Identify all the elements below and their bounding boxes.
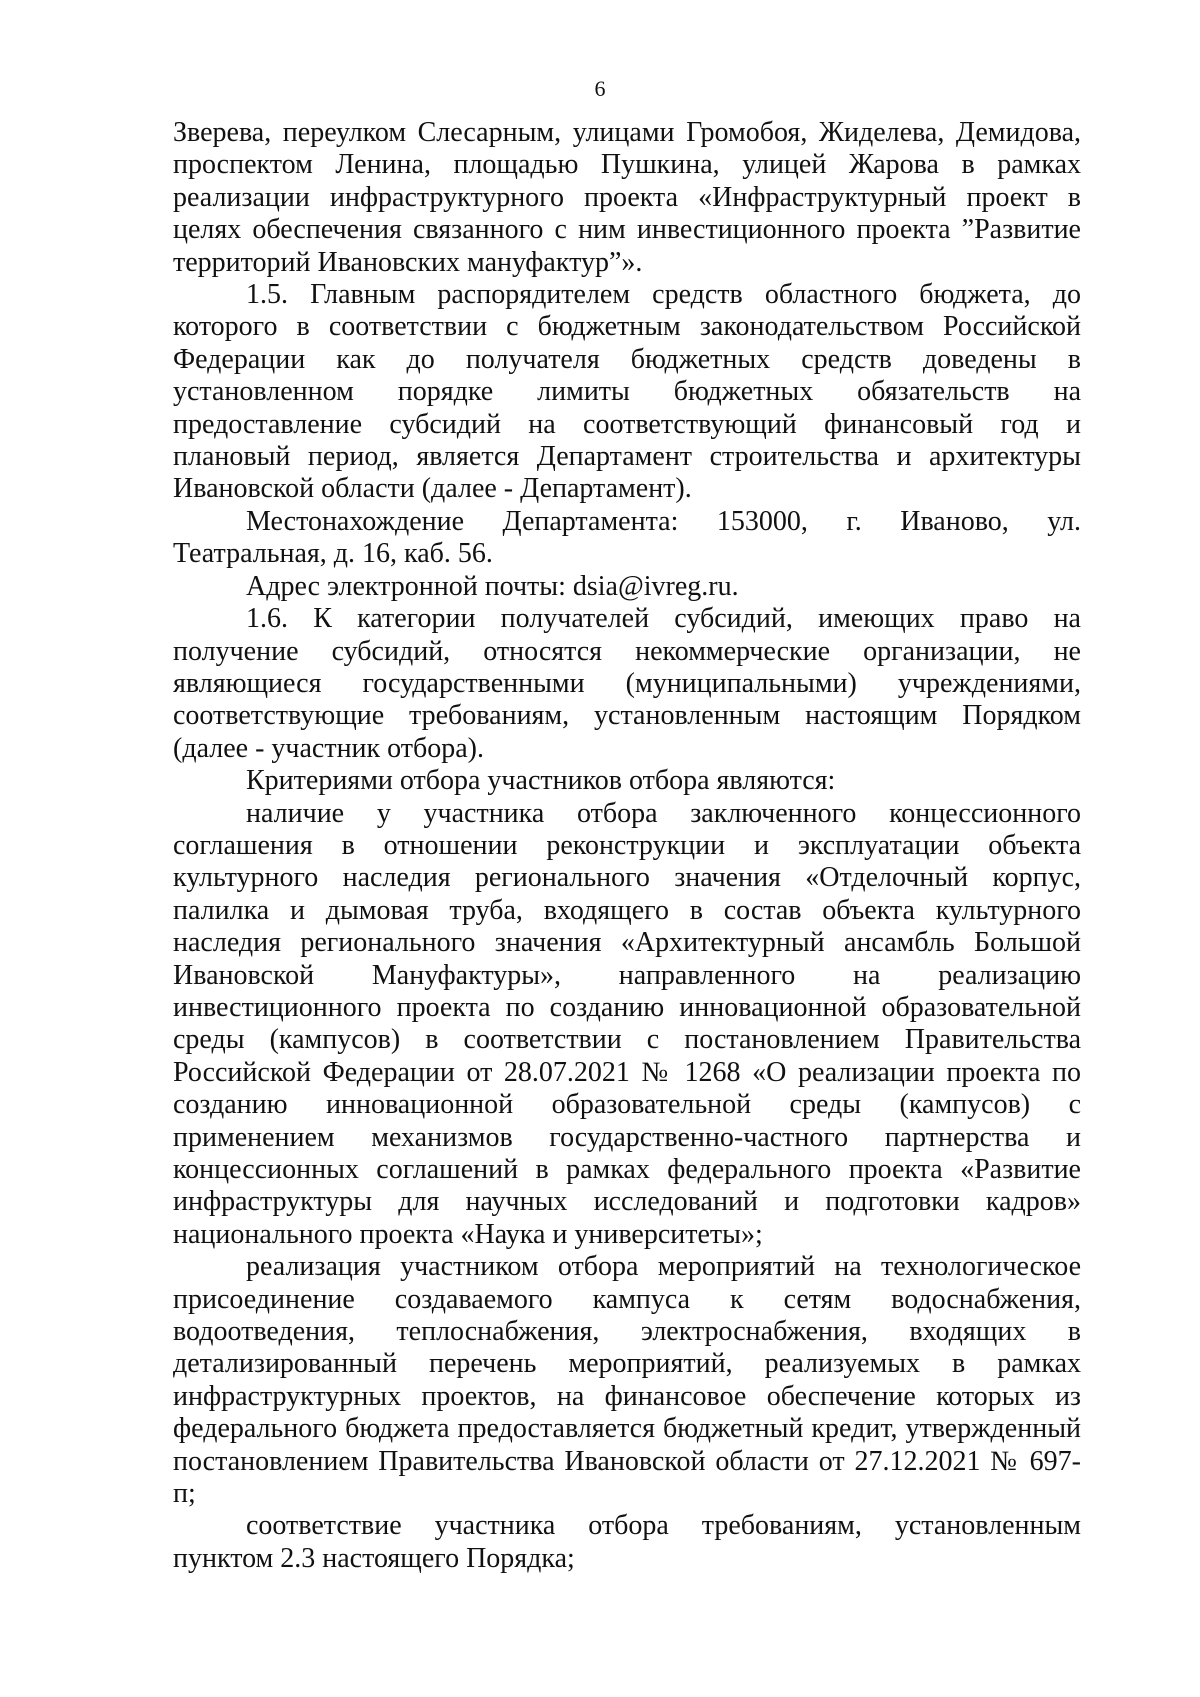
paragraph-1-5: 1.5. Главным распорядителем средств областного бюджета, до которого в соответствии с бюджетным законодательством Российской Федерации как до получателя бюджетных средств доведены в установленном порядке лимиты бюджетных обязательств на предоставление субсидий на соответствующий финансовый год и плановый период, является Департамент строительства и архитектуры Ивановской области (далее - Департамент). [173, 279, 1081, 505]
paragraph-1-6: 1.6. К категории получателей субсидий, имеющих право на получение субсидий, относятся некоммерческие организации, не являющиеся государственными (муниципальными) учреждениями, соответствующие требованиям, установленным настоящим Порядком (далее - участник отбора). [173, 603, 1081, 764]
paragraph-criterion-compliance: соответствие участника отбора требованиям, установленным пунктом 2.3 настоящего Порядка; [173, 1510, 1081, 1574]
paragraph-continuation: Зверева, переулком Слесарным, улицами Громобоя, Жиделева, Демидова, проспектом Ленина, площадью Пушкина, улицей Жарова в рамках реализации инфраструктурного проекта «Инфраструктурный проект в целях обеспечения связанного с ним инвестиционного проекта ”Развитие территорий Ивановских мануфактур”». [173, 117, 1081, 278]
document-body [173, 117, 1081, 1575]
paragraph-department-location: Местонахождение Департамента: 153000, г. Иваново, ул. Театральная, д. 16, каб. 56. [173, 505, 1081, 570]
paragraph-criterion-connection: реализация участником отбора мероприятий на технологическое присоединение создаваемого кампуса к сетям водоснабжения, водоотведения, теплоснабжения, электроснабжения, входящих в детализированный перечень мероприятий, реализуемых в рамках инфраструктурных проектов, на финансовое обеспечение которых из федерального бюджета предоставляется бюджетный кредит, утвержденный постановлением Правительства Ивановской области от 27.12.2021 № 697-п; [173, 1251, 1081, 1510]
paragraph-criterion-concession: наличие у участника отбора заключенного концессионного соглашения в отношении реконструкции и эксплуатации объекта культурного наследия регионального значения «Отделочный корпус, палилка и дымовая труба, входящего в состав объекта культурного наследия регионального значения «Архитектурный ансамбль Большой Ивановской Мануфактуры», направленного на реализацию инвестиционного проекта по созданию инновационной образовательной среды (кампусов) в соответствии с постановлением Правительства Российской Федерации от 28.07.2021 № 1268 «О реализации проекта по созданию инновационной образовательной среды (кампусов) с применением механизмов государственно-частного партнерства и концессионных соглашений в рамках федерального проекта «Развитие инфраструктуры для научных исследований и подготовки кадров» национального проекта «Наука и университеты»; [173, 797, 1081, 1250]
paragraph-selection-criteria-heading: Критериями отбора участников отбора являются: [246, 765, 836, 797]
page-number: 6 [594, 76, 606, 101]
paragraph-department-email: Адрес электронной почты: dsia@ivreg.ru. [246, 570, 739, 602]
